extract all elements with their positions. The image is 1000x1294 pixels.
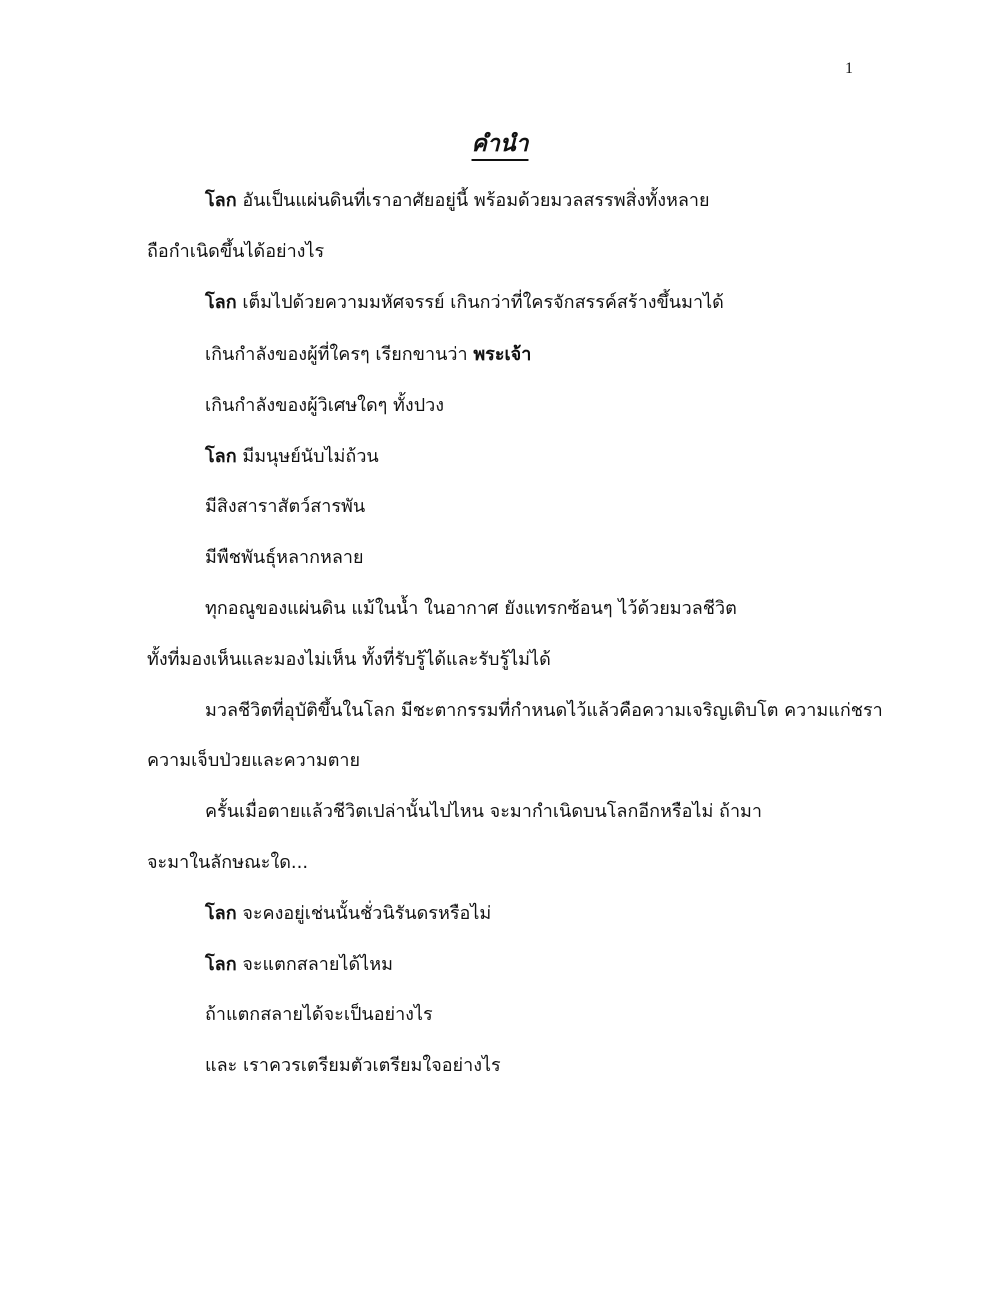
bold-word: โลก — [205, 954, 237, 975]
paragraph-line-10 — [147, 647, 551, 673]
paragraph-line-7 — [205, 494, 365, 520]
bold-word: โลก — [205, 446, 237, 467]
line-text: ความเจ็บป่วยและความตาย — [147, 750, 361, 771]
paragraph-line-17 — [205, 1002, 433, 1028]
bold-word: พระเจ้า — [473, 344, 532, 365]
paragraph-line-13 — [205, 799, 762, 825]
line-text: มีสิงสาราสัตว์สารพัน — [205, 496, 366, 517]
paragraph-line-1 — [205, 188, 710, 214]
paragraph-line-14 — [147, 850, 308, 876]
line-text: เกินกำลังของผู้ที่ใครๆ เรียกขานว่า — [205, 344, 474, 365]
paragraph-line-16 — [205, 952, 393, 978]
bold-word: โลก — [205, 292, 237, 313]
line-text: เต็มไปด้วยความมหัศจรรย์ เกินกว่าที่ใครจักสรรค์สร้างขึ้นมาได้ — [236, 292, 724, 313]
line-text: ถือกำเนิดขึ้นได้อย่างไร — [147, 241, 325, 262]
paragraph-line-5 — [205, 393, 444, 419]
paragraph-line-2 — [147, 239, 324, 265]
line-text: ถ้าแตกสลายได้จะเป็นอย่างไร — [205, 1004, 433, 1025]
line-text: มีพืชพันธุ์หลากหลาย — [205, 547, 364, 568]
paragraph-line-9 — [205, 596, 737, 622]
line-text: ครั้นเมื่อตายแล้วชีวิตเปล่านั้นไปไหน จะมากำเนิดบนโลกอีกหรือไม่ ถ้ามา — [205, 801, 763, 822]
paragraph-line-4 — [205, 342, 531, 368]
paragraph-line-12 — [147, 748, 360, 774]
paragraph-line-15 — [205, 901, 491, 927]
paragraph-line-8 — [205, 545, 364, 571]
bold-word: โลก — [205, 903, 237, 924]
page-title: คำนำ — [471, 131, 529, 157]
paragraph-line-11 — [205, 698, 883, 724]
line-text: จะแตกสลายได้ไหม — [236, 954, 393, 975]
paragraph-line-18 — [205, 1053, 501, 1079]
line-text: มีมนุษย์นับไม่ถ้วน — [236, 446, 379, 467]
line-text: และ เราควรเตรียมตัวเตรียมใจอย่างไร — [205, 1055, 501, 1076]
paragraph-line-3 — [205, 290, 724, 316]
page-number: 1 — [845, 60, 853, 77]
line-text: จะมาในลักษณะใด... — [147, 852, 309, 873]
paragraph-line-6 — [205, 444, 379, 470]
line-text: จะคงอยู่เช่นนั้นชั่วนิรันดรหรือไม่ — [236, 903, 492, 924]
line-text: ทุกอณูของแผ่นดิน แม้ในน้ำ ในอากาศ ยังแทรกซ้อนๆ ไว้ด้วยมวลชีวิต — [205, 598, 737, 619]
line-text: ทั้งที่มองเห็นและมองไม่เห็น ทั้งที่รับรู้ได้และรับรู้ไม่ได้ — [147, 649, 551, 670]
line-text: อันเป็นแผ่นดินที่เราอาศัยอยู่นี้ พร้อมด้วยมวลสรรพสิ่งทั้งหลาย — [236, 190, 710, 211]
bold-word: โลก — [205, 190, 237, 211]
line-text: เกินกำลังของผู้วิเศษใดๆ ทั้งปวง — [205, 395, 445, 416]
line-text: มวลชีวิตที่อุบัติขึ้นในโลก มีชะตากรรมที่กำหนดไว้แล้วคือความเจริญเติบโต ความแก่ชรา — [205, 700, 883, 721]
